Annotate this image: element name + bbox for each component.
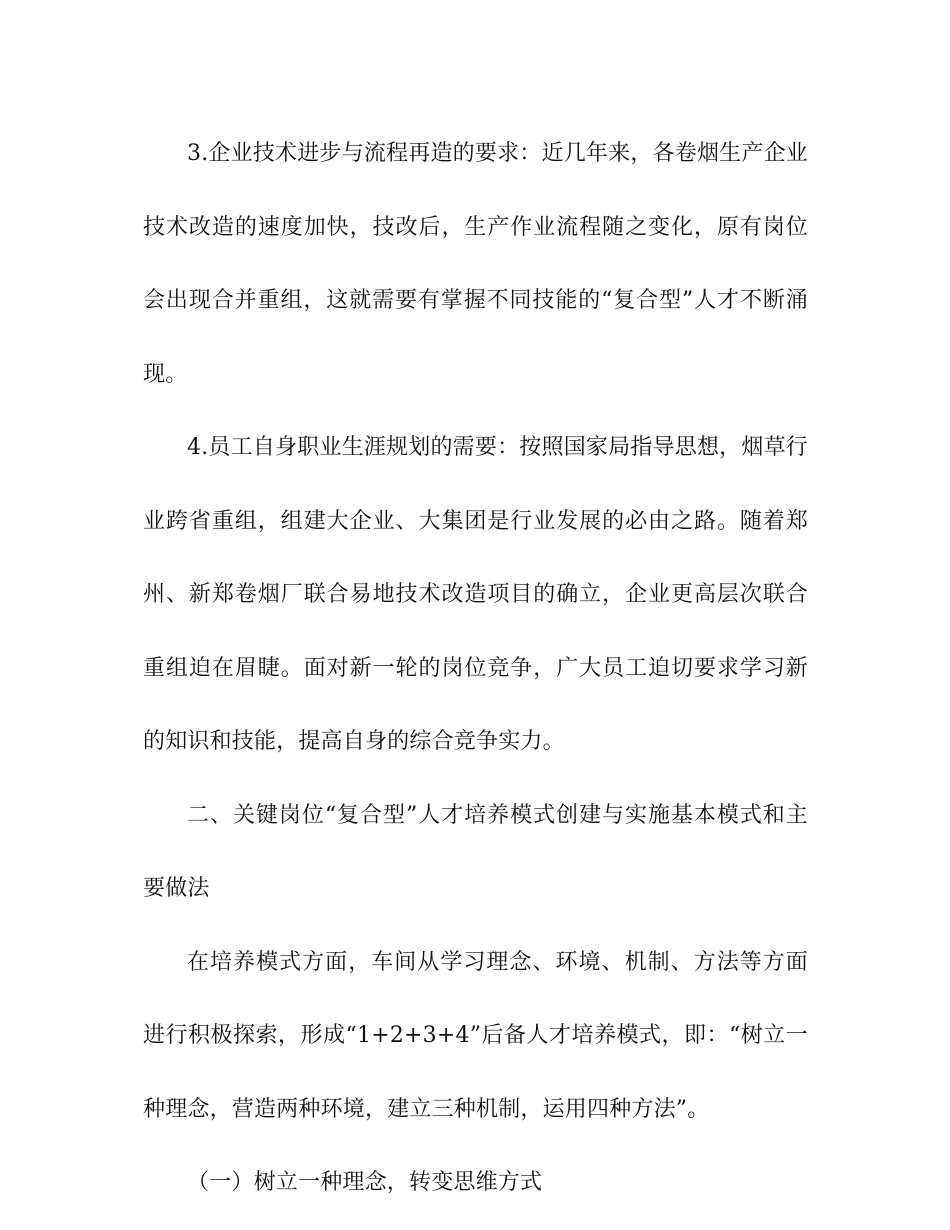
paragraph-career-planning: 4.员工自身职业生涯规划的需要：按照国家局指导思想，烟草行业跨省重组，组建大企业、大集团是行业发展的必由之路。随着郑州、新郑卷烟厂联合易地技术改造项目的确立，企业更高层次联合重组迫在眉睫。面对新一轮的岗位竞争，广大员工迫切要求学习新的知识和技能，提高自身的综合竞争实力。	[143, 435, 808, 754]
paragraph-training-model: 在培养模式方面，车间从学习理念、环境、机制、方法等方面进行积极探索，形成“1+2+3+4”后备人才培养模式，即：“树立一种理念，营造两种环境，建立三种机制，运用四种方法”。	[143, 949, 808, 1122]
paragraph-tech-progress: 3.企业技术进步与流程再造的要求：近几年来，各卷烟生产企业技术改造的速度加快，技改后，生产作业流程随之变化，原有岗位会出现合并重组，这就需要有掌握不同技能的“复合型”人才不断涌现。	[143, 141, 808, 387]
document-body	[143, 117, 808, 1220]
subsection-heading-one: （一）树立一种理念，转变思维方式	[187, 1170, 543, 1195]
section-heading-training-model: 二、关键岗位“复合型”人才培养模式创建与实施基本模式和主要做法	[143, 802, 808, 901]
